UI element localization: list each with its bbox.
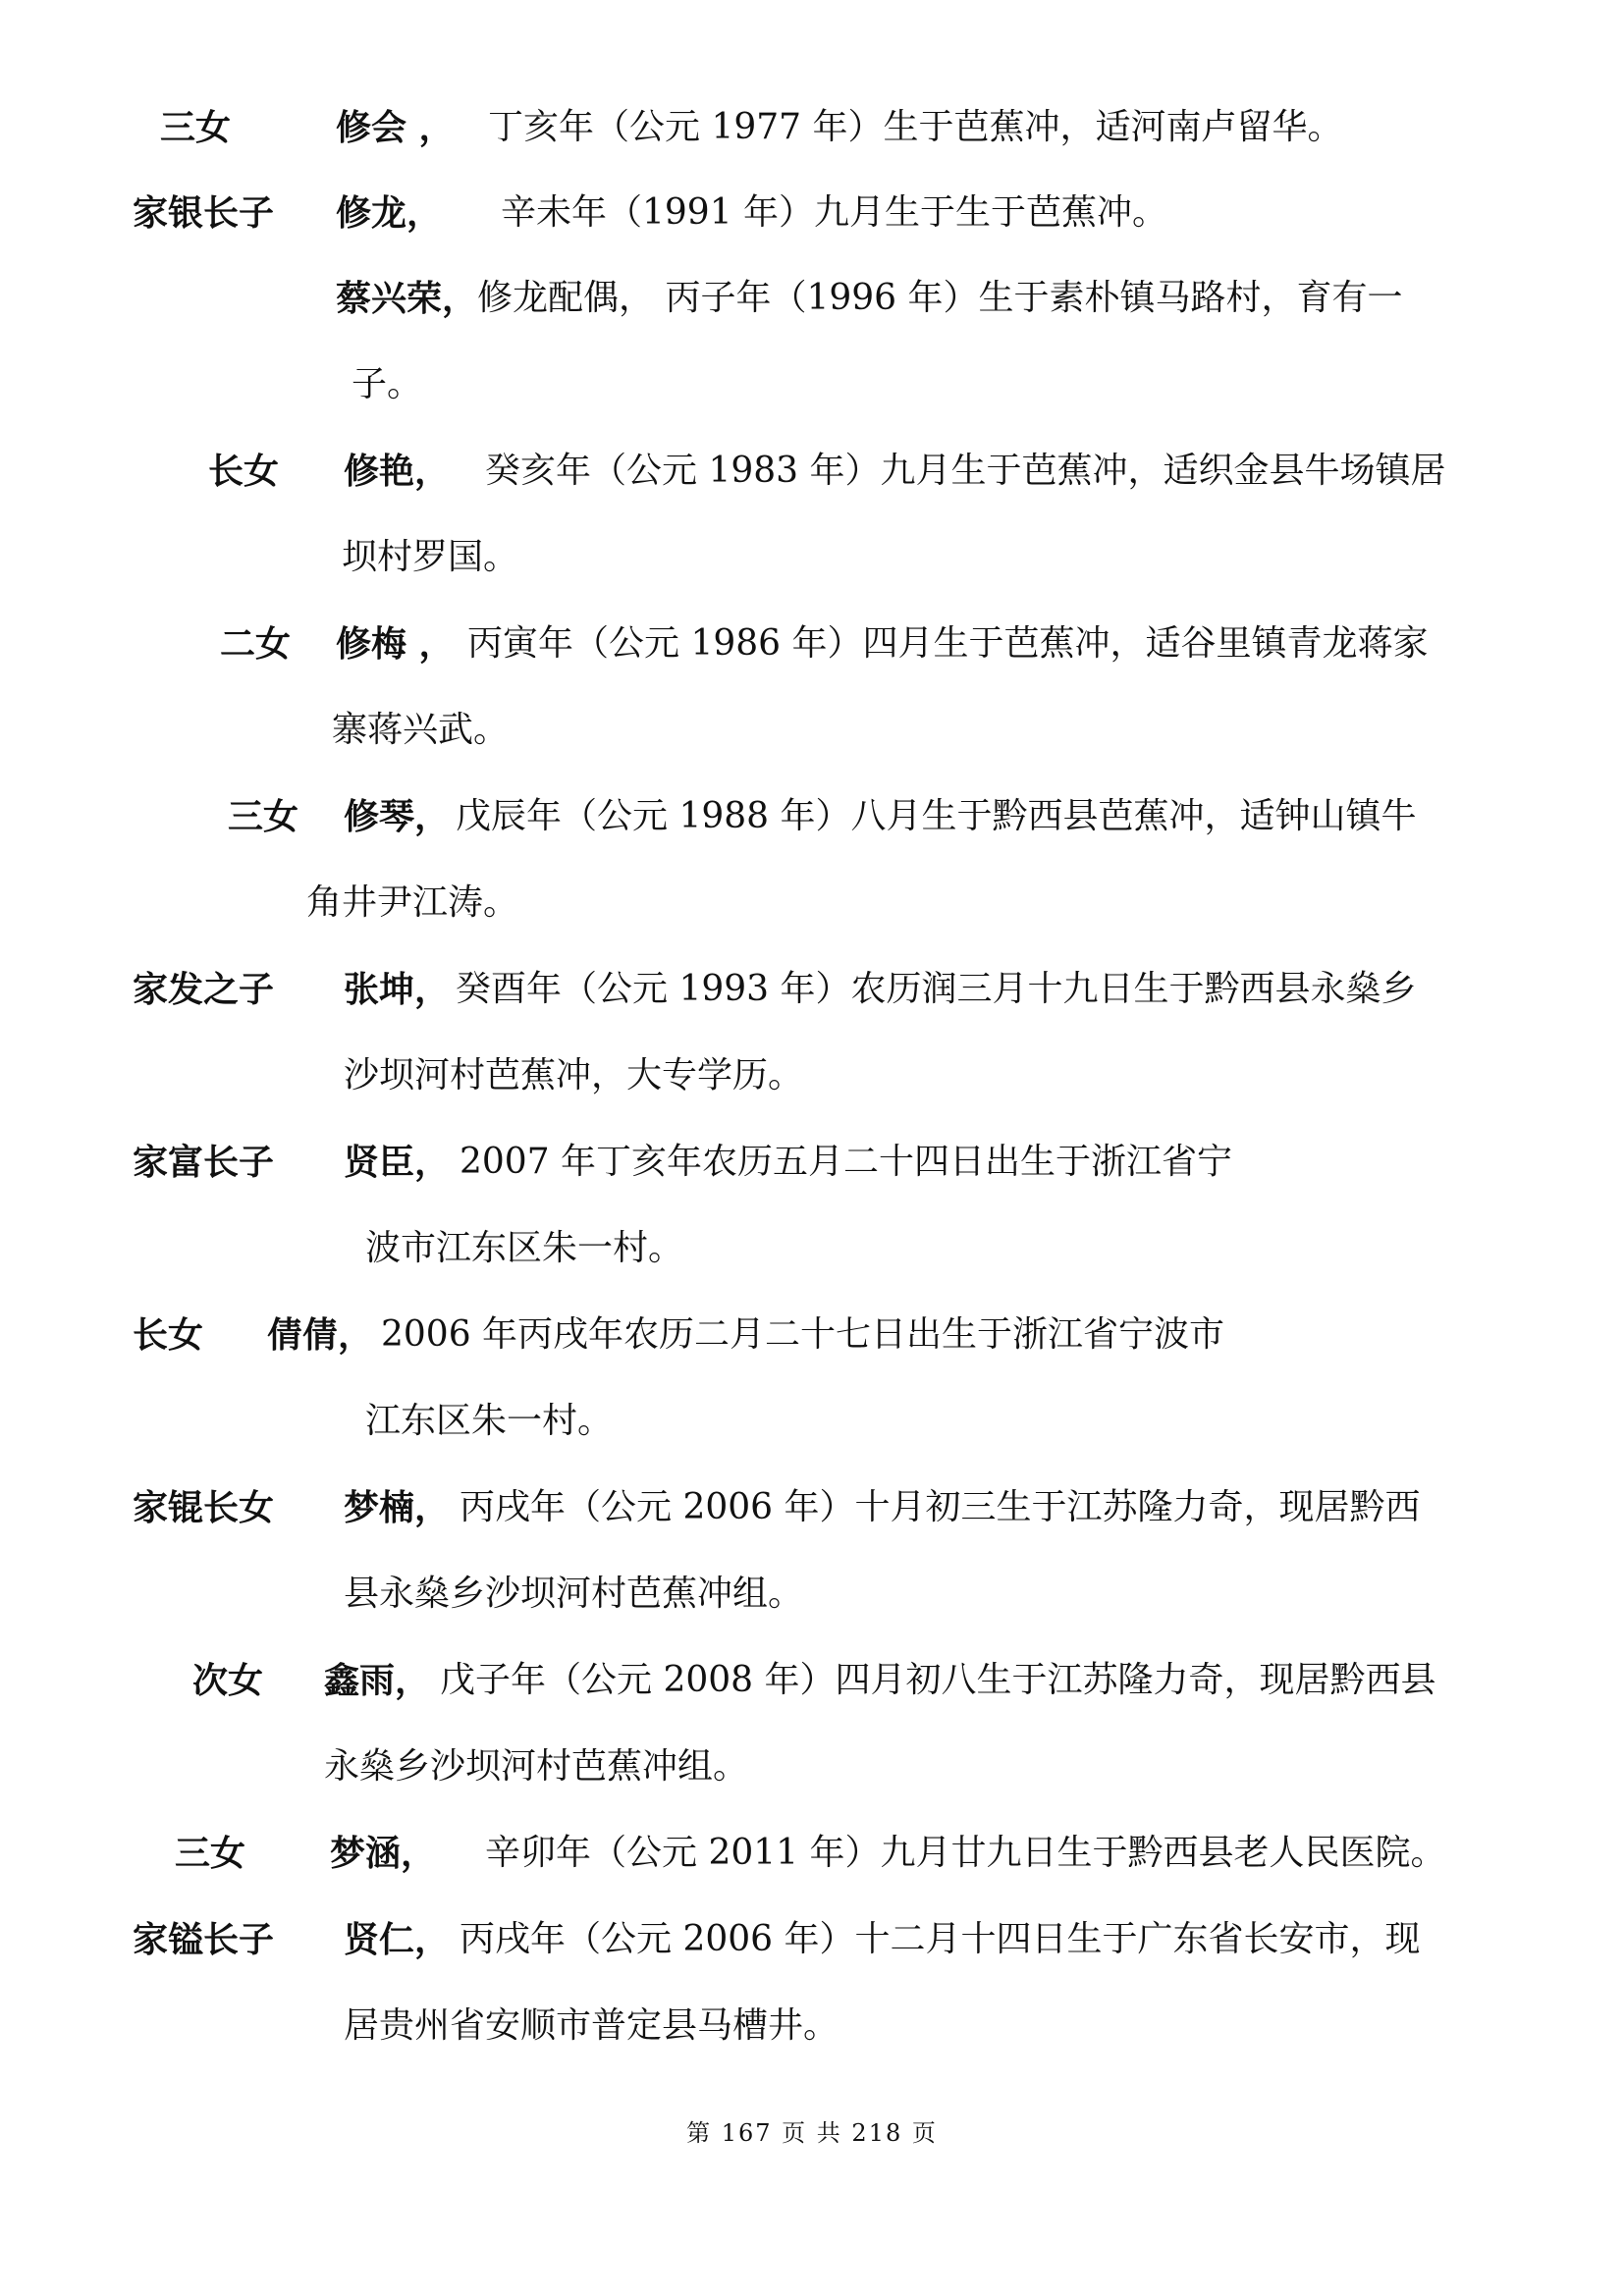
entry-name: 张坤， — [344, 969, 451, 1010]
entry-name: 贤仁， — [344, 1919, 451, 1960]
entry-text: 癸亥年（公元 1983 年）九月生于芭蕉冲，适织金县牛场镇居 — [485, 451, 1446, 491]
entry-text-continued: 角井尹江涛。 — [306, 882, 519, 923]
entry-name: 修会 ， — [336, 107, 455, 148]
page-footer: 第 167 页 共 218 页 — [686, 2119, 938, 2147]
entry-text: 2006 年丙戌年农历二月二十七日出生于浙江省宁波市 — [381, 1314, 1225, 1355]
entry-text: 修龙配偶， 丙子年（1996 年）生于素朴镇马路村，育有一 — [477, 278, 1403, 318]
entry-role: 三女 — [228, 796, 299, 837]
entry-name: 修琴， — [344, 796, 451, 837]
entry-name: 贤臣， — [344, 1142, 451, 1183]
entry-text: 2007 年丁亥年农历五月二十四日出生于浙江省宁 — [460, 1142, 1233, 1182]
entry-name: 修梅 ， — [336, 623, 455, 665]
entry-role: 长女 — [208, 451, 280, 492]
entry-role: 家镒长子 — [133, 1919, 275, 1960]
entry-text: 丙戌年（公元 2006 年）十二月十四日生于广东省长安市，现 — [460, 1919, 1421, 1959]
entry-text: 丁亥年（公元 1977 年）生于芭蕉冲，适河南卢留华。 — [488, 107, 1343, 147]
entry-role: 家发之子 — [133, 969, 275, 1010]
entry-role: 家富长子 — [133, 1142, 275, 1183]
entry-role: 三女 — [160, 107, 232, 148]
entry-role: 次女 — [192, 1660, 264, 1701]
entry-text: 癸酉年（公元 1993 年）农历润三月十九日生于黔西县永燊乡 — [456, 969, 1417, 1009]
entry-text-continued: 居贵州省安顺市普定县马槽井。 — [344, 2005, 839, 2046]
entry-text-continued: 寨蒋兴武。 — [332, 710, 510, 750]
entry-text-continued: 子。 — [352, 364, 423, 404]
entry-name: 修艳， — [344, 451, 451, 492]
entry-name: 梦楠， — [344, 1487, 451, 1528]
entry-text: 戊辰年（公元 1988 年）八月生于黔西县芭蕉冲，适钟山镇牛 — [456, 796, 1417, 836]
entry-name: 倩倩， — [267, 1314, 374, 1356]
entry-text: 辛未年（1991 年）九月生于生于芭蕉冲。 — [501, 192, 1168, 233]
entry-name: 梦涵， — [330, 1833, 437, 1874]
entry-role: 长女 — [133, 1314, 204, 1356]
entry-text: 丙寅年（公元 1986 年）四月生于芭蕉冲，适谷里镇青龙蒋家 — [467, 623, 1429, 664]
entry-role: 三女 — [175, 1833, 246, 1874]
entry-text: 丙戌年（公元 2006 年）十月初三生于江苏隆力奇，现居黔西 — [460, 1487, 1421, 1527]
entry-text-continued: 永燊乡沙坝河村芭蕉冲组。 — [324, 1746, 749, 1787]
entry-text-continued: 坝村罗国。 — [342, 537, 519, 577]
entry-name: 蔡兴荣， — [336, 278, 478, 319]
entry-text-continued: 沙坝河村芭蕉冲，大专学历。 — [344, 1055, 804, 1095]
entry-role: 二女 — [220, 623, 292, 665]
entry-text-continued: 县永燊乡沙坝河村芭蕉冲组。 — [344, 1574, 804, 1614]
entry-name: 鑫雨， — [324, 1660, 431, 1701]
entry-text: 戊子年（公元 2008 年）四月初八生于江苏隆力奇，现居黔西县 — [440, 1660, 1436, 1700]
entry-role: 家锟长女 — [133, 1487, 275, 1528]
entry-role: 家银长子 — [133, 192, 275, 234]
entry-name: 修龙， — [336, 192, 443, 234]
entry-text: 辛卯年（公元 2011 年）九月廿九日生于黔西县老人民医院。 — [485, 1833, 1446, 1873]
entry-text-continued: 江东区朱一村。 — [365, 1401, 614, 1441]
entry-text-continued: 波市江东区朱一村。 — [365, 1228, 684, 1268]
